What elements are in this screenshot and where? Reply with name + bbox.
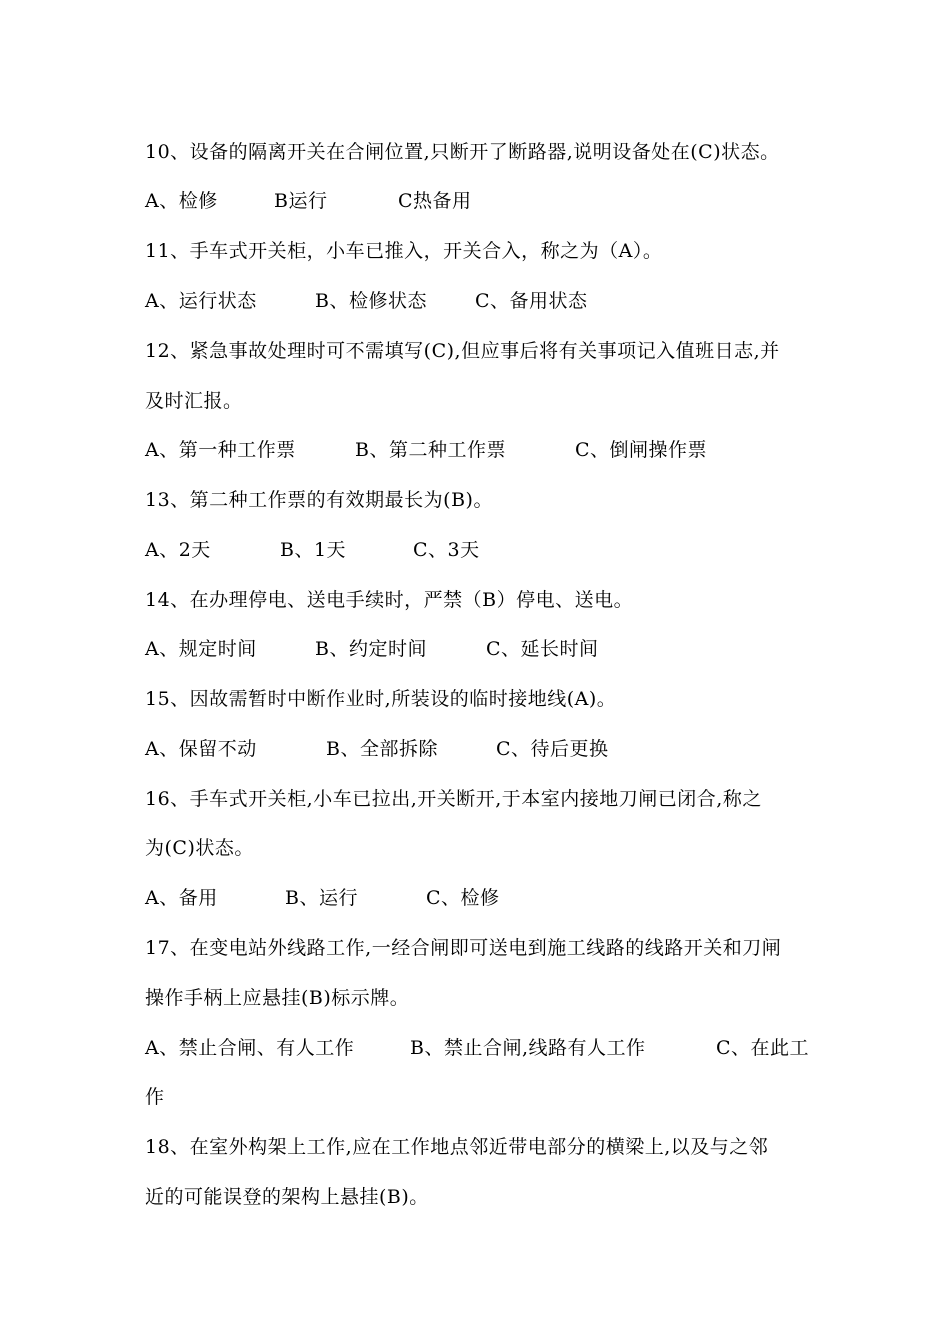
question-18-text-line-2: 近的可能误登的架构上悬挂(B)。 bbox=[145, 1186, 429, 1208]
question-15-option-b: B、全部拆除 bbox=[326, 738, 438, 760]
question-16-text-line-2: 为(C)状态。 bbox=[145, 837, 254, 859]
question-15-text: 15、因故需暂时中断作业时,所装设的临时接地线(A)。 bbox=[145, 688, 617, 710]
question-11-option-b: B、检修状态 bbox=[315, 290, 427, 312]
question-12-option-c: C、倒闸操作票 bbox=[575, 439, 708, 461]
question-12-text-line-2: 及时汇报。 bbox=[145, 390, 243, 412]
question-14-text: 14、在办理停电、送电手续时，严禁（B）停电、送电。 bbox=[145, 589, 634, 611]
question-17-option-c: C、在此工 bbox=[716, 1037, 810, 1059]
question-11-text: 11、手车式开关柜，小车已推入，开关合入，称之为（A）。 bbox=[145, 240, 663, 262]
question-13-option-b: B、1天 bbox=[280, 539, 347, 561]
question-12-option-a: A、第一种工作票 bbox=[145, 439, 296, 461]
question-14-option-a: A、规定时间 bbox=[145, 638, 257, 660]
question-17-text-line-2: 操作手柄上应悬挂(B)标示牌。 bbox=[145, 987, 410, 1009]
question-18-text-line-1: 18、在室外构架上工作,应在工作地点邻近带电部分的横梁上,以及与之邻 bbox=[145, 1136, 769, 1158]
question-17-option-b: B、禁止合闸,线路有人工作 bbox=[410, 1037, 646, 1059]
question-12-text-line-1: 12、紧急事故处理时可不需填写(C),但应事后将有关事项记入值班日志,并 bbox=[145, 340, 780, 362]
question-16-text-line-1: 16、手车式开关柜,小车已拉出,开关断开,于本室内接地刀闸已闭合,称之 bbox=[145, 788, 762, 810]
question-16-option-b: B、运行 bbox=[285, 887, 358, 909]
question-10-text: 10、设备的隔离开关在合闸位置,只断开了断路器,说明设备处在(C)状态。 bbox=[145, 141, 780, 163]
question-13-text: 13、第二种工作票的有效期最长为(B)。 bbox=[145, 489, 493, 511]
question-14-option-c: C、延长时间 bbox=[486, 638, 599, 660]
question-16-option-c: C、检修 bbox=[426, 887, 500, 909]
question-17-text-line-1: 17、在变电站外线路工作,一经合闸即可送电到施工线路的线路开关和刀闸 bbox=[145, 937, 782, 959]
question-10-option-c: C热备用 bbox=[398, 190, 472, 212]
question-17-option-c-continued: 作 bbox=[145, 1086, 165, 1108]
question-10-option-b: B运行 bbox=[274, 190, 328, 212]
question-11-option-c: C、备用状态 bbox=[475, 290, 588, 312]
question-14-option-b: B、约定时间 bbox=[315, 638, 427, 660]
question-16-option-a: A、备用 bbox=[145, 887, 218, 909]
question-12-option-b: B、第二种工作票 bbox=[355, 439, 506, 461]
question-15-option-c: C、待后更换 bbox=[496, 738, 609, 760]
question-17-option-a: A、禁止合闸、有人工作 bbox=[145, 1037, 355, 1059]
question-10-option-a: A、检修 bbox=[145, 190, 218, 212]
question-13-option-a: A、2天 bbox=[145, 539, 211, 561]
question-15-option-a: A、保留不动 bbox=[145, 738, 257, 760]
question-11-option-a: A、运行状态 bbox=[145, 290, 257, 312]
question-13-option-c: C、3天 bbox=[413, 539, 480, 561]
